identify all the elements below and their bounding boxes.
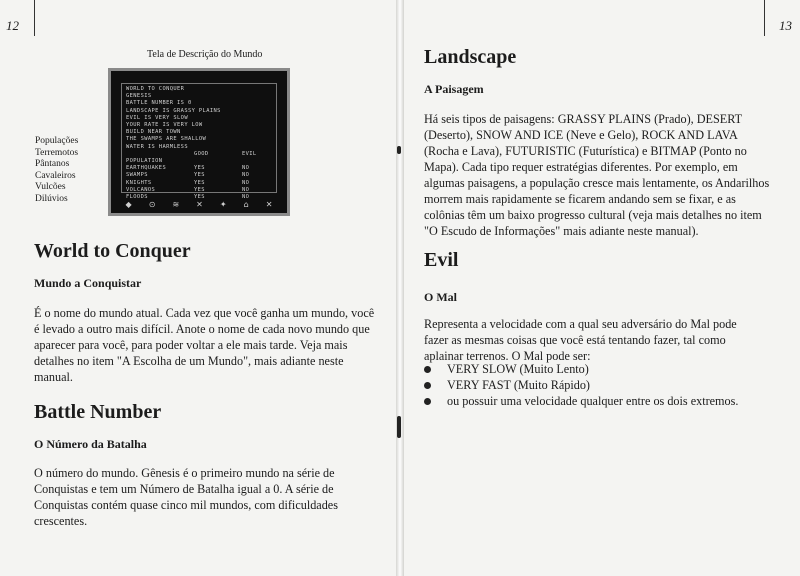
screen-cell: NO [242, 165, 250, 172]
screen-line [126, 93, 272, 100]
screen-cell: YES [194, 186, 205, 193]
screen-cell [242, 108, 272, 115]
screen-line [126, 108, 272, 115]
screen-cell [242, 158, 272, 165]
screen-line [126, 129, 272, 136]
screen-cell: BUILD NEAR TOWN [126, 129, 181, 136]
screenshot-label: Cavaleiros [35, 170, 76, 181]
list-item: VERY FAST (Muito Rápido) [424, 377, 738, 393]
paragraph-battle: O número do mundo. Gênesis é o primeiro mundo na série de Conquistas e tem um Número de Batalha igual a 0. A série de Conquistas contém quase cinco mil mundos, com dificuldades crescentes. [34, 466, 338, 528]
heading-battle-number: Battle Number [34, 401, 162, 423]
screen-cell: POPULATION [126, 158, 163, 165]
screen-cell [242, 144, 272, 151]
evil-speed-list [424, 361, 738, 409]
screen-line [126, 86, 272, 93]
screen-cell [126, 151, 186, 158]
screen-cell [194, 86, 234, 93]
screen-cell: VOLCANOS [126, 186, 156, 193]
list-item: VERY SLOW (Muito Lento) [424, 361, 738, 377]
subheading-numero-da-batalha: O Número da Batalha [34, 437, 147, 451]
screen-cell: SWAMPS [126, 172, 148, 179]
bullet-icon [424, 398, 431, 405]
screenshot-labels [35, 136, 78, 205]
screen-bar-icon: ✕ [196, 199, 203, 209]
binding-mark [397, 146, 401, 154]
book-gutter [396, 0, 404, 576]
screen-line [126, 165, 272, 172]
screen-cell [194, 122, 234, 129]
screen-line [126, 136, 272, 143]
screen-cell [242, 122, 272, 129]
screen-line [126, 144, 272, 151]
screen-cell: EVIL IS VERY SLOW [126, 114, 188, 121]
screen-line [126, 172, 272, 179]
screen-cell: KNIGHTS [126, 179, 152, 186]
page-number-right: 13 [779, 18, 792, 33]
screenshot-caption: Tela de Descrição do Mundo [147, 49, 263, 60]
screen-line [126, 180, 272, 187]
screenshot-label: Dilúvios [35, 193, 68, 204]
screen-cell: EARTHQUAKES [126, 165, 167, 172]
screen-cell: NO [242, 194, 250, 201]
screen-cell: EVIL [242, 150, 257, 157]
screen-cell: FLOODS [126, 194, 148, 201]
screen-cell [242, 115, 272, 122]
screen-line [126, 187, 272, 194]
heading-landscape: Landscape [424, 46, 517, 68]
bullet-icon [424, 382, 431, 389]
screen-cell [194, 144, 234, 151]
screen-line [126, 122, 272, 129]
screen-cell: BATTLE NUMBER IS 0 [126, 100, 192, 107]
subheading-a-paisagem: A Paisagem [424, 82, 484, 96]
screen-bar-icon: ✕ [265, 199, 273, 209]
paragraph-landscape: Há seis tipos de paisagens: GRASSY PLAINS (Prado), DESERT (Deserto), SNOW AND ICE (Neve e Gelo), ROCK AND LAVA (Rocha e Lava), FUTURISTIC (Futurística) e BITMAP (Ponto no Mapa). Cada tipo requer estratégias diferentes. Por exemplo, em algumas paisagens, a população cresce mais lentamente, os Andarilhos morrem mais rapidamente se ficarem andando sem se fixar, e as colônias têm um baixo progresso cultural (veja mais detalhes no item "O Escudo de Informações" mais adiante neste manual). [424, 112, 770, 238]
screen-cell: NO [242, 179, 250, 186]
screen-cell [194, 136, 234, 143]
screen-cell: LANDSCAPE IS GRASSY PLAINS [126, 107, 221, 114]
screen-cell [242, 100, 272, 107]
screen-cell: GOOD [194, 150, 209, 157]
subheading-mundo-a-conquistar: Mundo a Conquistar [34, 276, 142, 290]
screen-cell: YES [194, 165, 205, 172]
screen-cell [194, 93, 234, 100]
screen-line [126, 100, 272, 107]
screen-bar-icon: ✦ [219, 199, 227, 209]
screenshot-label: Terremotos [35, 147, 79, 158]
screen-cell [242, 136, 272, 143]
heading-world-to-conquer: World to Conquer [34, 240, 191, 262]
screen-cell: YOUR RATE IS VERY LOW [126, 122, 203, 129]
binding-mark [397, 416, 401, 438]
screen-bar-icon: ⌂ [243, 199, 249, 209]
page-number-left: 12 [6, 18, 19, 33]
screen-cell [242, 93, 272, 100]
world-description-screenshot [108, 68, 290, 216]
screen-cell: NO [242, 186, 250, 193]
heading-evil: Evil [424, 249, 459, 271]
list-item: ou possuir uma velocidade qualquer entre os dois extremos. [424, 393, 738, 409]
screenshot-label: Vulcões [35, 182, 66, 192]
screen-bar-icon: ◆ [125, 199, 132, 209]
screen-line [126, 151, 272, 158]
screenshot-label: Pântanos [35, 159, 70, 169]
screen-cell: YES [194, 194, 205, 201]
subheading-o-mal: O Mal [424, 290, 457, 304]
screen-cell [242, 86, 272, 93]
screen-cell [194, 108, 234, 115]
screen-line [126, 115, 272, 122]
screen-cell [194, 115, 234, 122]
screen-cell [194, 158, 234, 165]
paragraph-world: É o nome do mundo atual. Cada vez que você ganha um mundo, você é levado a outro mais difícil. Anote o nome de cada novo mundo que aparecer para você, para poder voltar a ele mais tarde. Veja mais detalhes no item "A Escolha de um Mundo", mais adiante neste manual. [34, 306, 375, 384]
screen-line [126, 158, 272, 165]
bullet-icon [424, 366, 431, 373]
screen-cell: YES [194, 172, 205, 179]
screen-cell [242, 129, 272, 136]
screen-bar-icon: ⊙ [148, 199, 156, 209]
screen-cell: WORLD TO CONQUER [126, 86, 185, 92]
screen-cell: NO [242, 172, 250, 179]
paragraph-evil: Representa a velocidade com a qual seu adversário do Mal pode fazer as mesmas coisas que você está tentando fazer, tal como aplainar terrenos. O Mal pode ser: [424, 317, 737, 363]
screen-icon-bar [117, 198, 281, 210]
screen-cell [194, 100, 234, 107]
screenshot-label: Populações [35, 136, 79, 146]
page-rule [34, 0, 35, 36]
screen-text-area [121, 83, 277, 201]
screen-cell: WATER IS HARMLESS [126, 143, 188, 150]
screen-bar-icon: ≋ [172, 199, 180, 209]
screen-cell: GENESIS [126, 93, 152, 100]
screen-cell: YES [194, 179, 205, 186]
screen-cell: THE SWAMPS ARE SHALLOW [126, 136, 207, 143]
page-rule [764, 0, 765, 36]
screen-cell [194, 129, 234, 136]
